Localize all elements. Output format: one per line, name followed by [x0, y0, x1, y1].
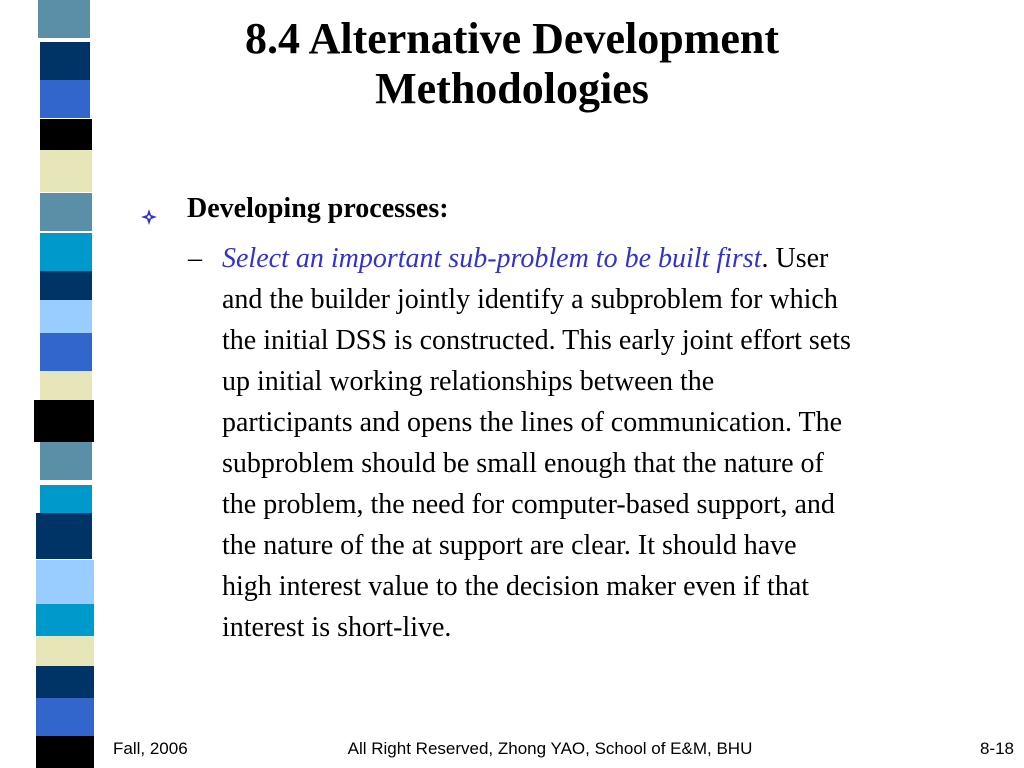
text-line: up initial working relationships between the — [222, 366, 715, 397]
footer-page-number: 8-18 — [979, 739, 1014, 758]
title-line-1: 8.4 Alternative Development — [245, 14, 779, 63]
text-line: the nature of the at support are clear. It should have — [222, 530, 797, 561]
dash-marker: – — [188, 243, 202, 274]
emphasized-text: Select an important sub-problem to be built first — [222, 243, 762, 274]
diamond-bullet-icon — [140, 199, 158, 217]
bullet-text: Developing processes: — [187, 193, 449, 224]
footer-date: Fall, 2006 — [113, 739, 188, 758]
text-line: the initial DSS is constructed. This early joint effort sets — [222, 325, 851, 356]
text-line: subproblem should be small enough that the nature of — [222, 448, 824, 479]
text-line: high interest value to the decision maker even if that — [222, 571, 810, 602]
sub-bullet-text — [222, 238, 1008, 648]
text-line-continuation: . User — [761, 243, 829, 274]
text-line — [222, 238, 1008, 279]
text-line: participants and opens the lines of communication. The — [222, 407, 842, 438]
footer-copyright: All Right Reserved, Zhong YAO, School of E&M, BHU — [347, 739, 753, 758]
decorative-stripe — [0, 0, 100, 768]
title-line-2: Methodologies — [375, 64, 649, 113]
slide-title — [100, 14, 924, 114]
text-line: the problem, the need for computer-based support, and — [222, 489, 835, 520]
text-line: interest is short-live. — [222, 612, 452, 643]
text-line: and the builder jointly identify a subproblem for which — [222, 284, 838, 315]
